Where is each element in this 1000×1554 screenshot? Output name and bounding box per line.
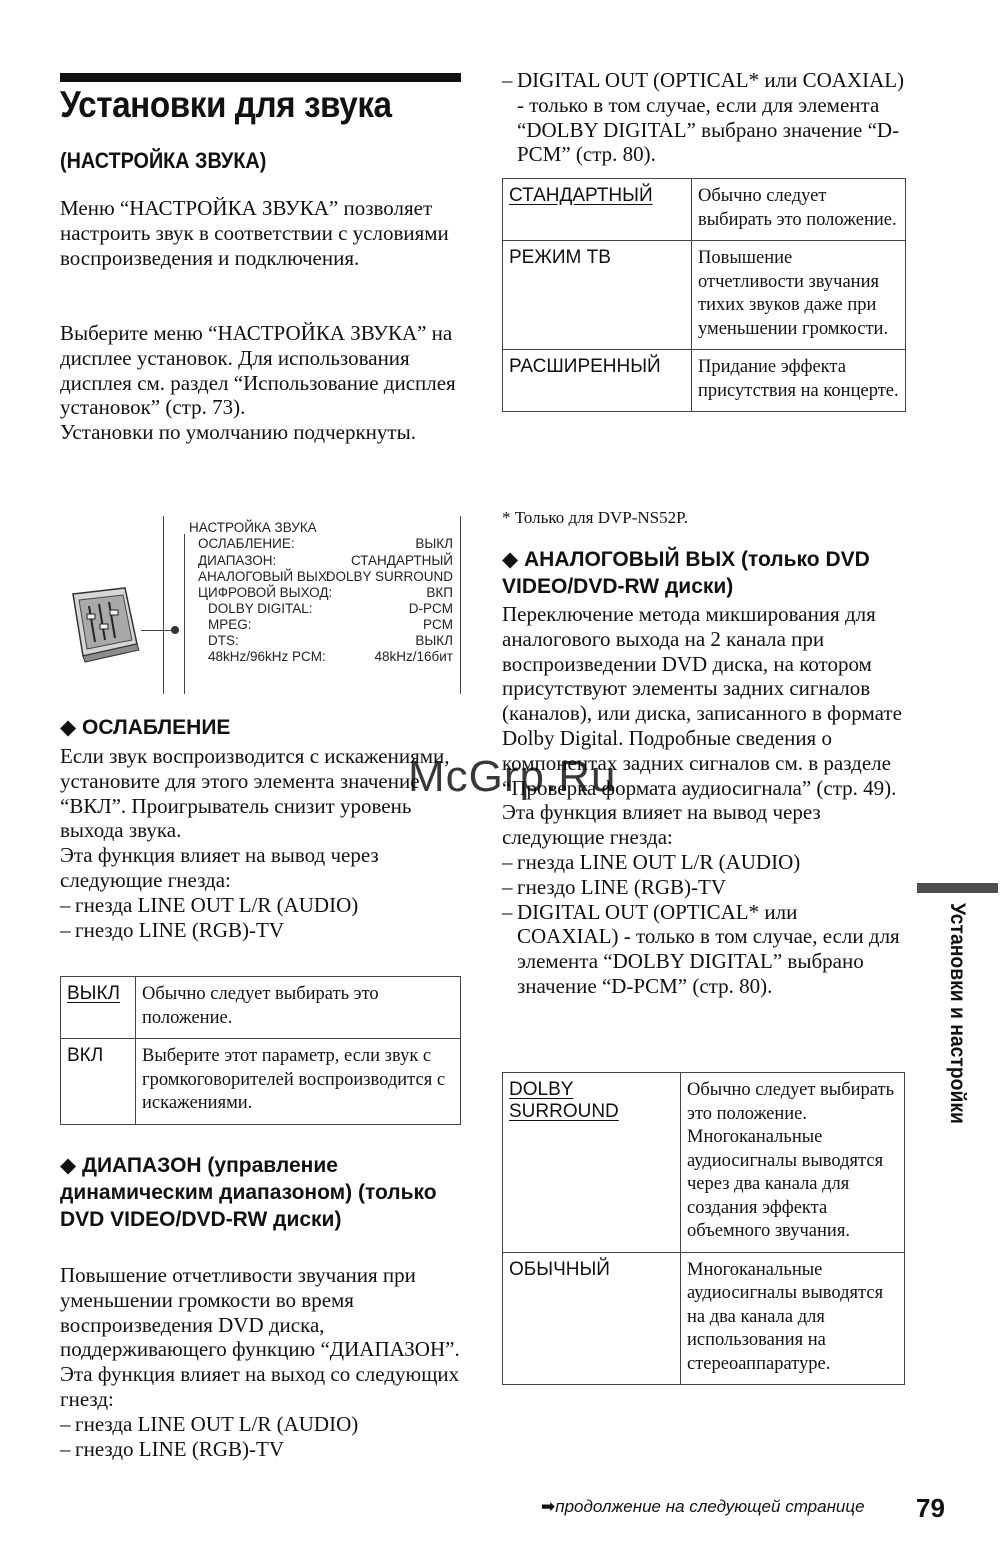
option-desc: Придание эффекта присутствия на концерте.	[692, 350, 906, 412]
option-key: СТАНДАРТНЫЙ	[503, 179, 692, 241]
option-desc: Обычно следует выбирать это положение.	[136, 977, 461, 1039]
attenuation-text	[60, 744, 462, 942]
side-tab-bar	[917, 883, 998, 893]
option-desc: Обычно следует выбирать это положение. Многоканальные аудиосигналы выводятся через два канала для создания эффекта объемного звучания.	[681, 1073, 905, 1253]
option-desc: Повышение отчетливости звучания тихих звуков даже при уменьшении громкости.	[692, 241, 906, 350]
analog-body: Переключение метода микширования для аналогового выхода на 2 канала при воспроизведении DVD диска, на котором присутствуют элементы задних сигналов (каналов), или диска, записанного в формате Dolby Digital. Подробные сведения о компонентах задних сигналов см. в разделе “Проверка формата аудиосигнала” (стр. 49). Эта функция влияет на вывод через следующие гнезда:	[502, 602, 902, 850]
setup-menu-figure: НАСТРОЙКА ЗВУКА ОСЛАБЛЕНИЕ: ВЫКЛ ДИАПАЗОН: СТАНДАРТНЫЙ АНАЛОГОВЫЙ ВЫХ: DOLBY SURROUND ЦИФРОВОЙ ВЫХОД: ВКП DOLBY DIGITAL: D-PCM MPEG: PCM DTS: ВЫКЛ 48kHz/96kHz PCM: 48kHz/16бит	[60, 516, 462, 694]
right-arrow-icon: ➡	[541, 1497, 556, 1516]
table-row	[503, 1073, 905, 1253]
list-item: – DIGITAL OUT (OPTICAL* или COAXIAL) - только в том случае, если для элемента “DOLBY DIGITAL” выбрано значение “D-PCM” (стр. 80).	[502, 68, 912, 167]
page-number: 79	[916, 1493, 945, 1523]
attenuation-jack-list	[60, 893, 462, 943]
footnote: * Только для DVP-NS52P.	[502, 508, 688, 527]
option-key: ОБЫЧНЫЙ	[503, 1252, 681, 1385]
option-key: РЕЖИМ ТВ	[503, 241, 692, 350]
attenuation-affects: Эта функция влияет на вывод через следующие гнезда:	[60, 843, 379, 892]
analog-jack-list	[502, 850, 902, 999]
watermark: McGrp.Ru	[408, 752, 617, 801]
list-item: – гнезда LINE OUT L/R (AUDIO)	[502, 850, 902, 875]
table-row	[503, 179, 906, 241]
list-item: – гнездо LINE (RGB)-TV	[60, 918, 462, 943]
continue-note	[541, 1497, 865, 1517]
option-key: DOLBY SURROUND	[503, 1073, 681, 1253]
list-item: – гнездо LINE (RGB)-TV	[502, 875, 902, 900]
continue-text: продолжение на следующей странице	[555, 1497, 865, 1516]
side-tab-label: Установки и настройки	[946, 903, 969, 1124]
range-jack-list	[60, 1412, 462, 1462]
analog-options-table	[502, 1072, 905, 1385]
table-row	[503, 350, 906, 412]
analog-heading: ◆ АНАЛОГОВЫЙ ВЫХ (только DVD VIDEO/DVD-RW диски)	[502, 548, 870, 598]
table-row	[61, 977, 461, 1039]
range-text	[60, 1263, 462, 1461]
list-item: – гнезда LINE OUT L/R (AUDIO)	[60, 1412, 462, 1437]
list-item: – гнезда LINE OUT L/R (AUDIO)	[60, 893, 462, 918]
page-title: Установки для звука	[60, 84, 392, 125]
intro-text	[60, 196, 462, 270]
option-desc: Многоканальные аудиосигналы выводятся на два канала для использования на стереоаппаратуре.	[681, 1252, 905, 1385]
intro-paragraph-2: Выберите меню “НАСТРОЙКА ЗВУКА” на дисплее установок. Для использования дисплея см. раздел “Использование дисплея установок” (стр. 73).	[60, 321, 456, 420]
range-body: Повышение отчетливости звучания при уменьшении громкости во время воспроизведения DVD диска, поддерживающего функцию “ДИАПАЗОН”.	[60, 1263, 460, 1362]
table-row	[503, 241, 906, 350]
option-key: ВЫКЛ	[61, 977, 136, 1039]
page-subtitle: (НАСТРОЙКА ЗВУКА)	[60, 148, 267, 173]
range-jack-continued	[502, 68, 912, 167]
menu-divider	[184, 534, 185, 694]
attenuation-body: Если звук воспроизводится с искажениями, установите для этого элемента значение “ВКЛ”. Проигрыватель снизит уровень выхода звука.	[60, 744, 450, 843]
list-item: – гнездо LINE (RGB)-TV	[60, 1437, 462, 1462]
top-rule	[60, 73, 461, 82]
range-options-table	[502, 178, 906, 412]
option-desc: Обычно следует выбирать это положение.	[692, 179, 906, 241]
attenuation-options-table	[60, 976, 461, 1125]
option-key: ВКЛ	[61, 1039, 136, 1125]
option-key: РАСШИРЕННЫЙ	[503, 350, 692, 412]
audio-mixer-icon	[65, 584, 141, 664]
attenuation-heading: ◆ ОСЛАБЛЕНИЕ	[60, 716, 231, 739]
range-affects: Эта функция влияет на выход со следующих гнезд:	[60, 1362, 460, 1411]
intro-paragraph-3: Установки по умолчанию подчеркнуты.	[60, 420, 416, 445]
list-item: – DIGITAL OUT (OPTICAL* или COAXIAL) - только в том случае, если для элемента “DOLBY DIGITAL” выбрано значение “D-PCM” (стр. 80).	[502, 900, 902, 999]
intro-text-2	[60, 321, 462, 445]
intro-paragraph-1: Меню “НАСТРОЙКА ЗВУКА” позволяет настроить звук в соответствии с условиями воспроизведения и подключения.	[60, 196, 449, 270]
range-heading: ◆ ДИАПАЗОН (управление динамическим диапазоном) (только DVD VIDEO/DVD-RW диски)	[60, 1154, 437, 1231]
table-row	[503, 1252, 905, 1385]
option-desc: Выберите этот параметр, если звук с громкоговорителей воспроизводится с искажениями.	[136, 1039, 461, 1125]
table-row	[61, 1039, 461, 1125]
